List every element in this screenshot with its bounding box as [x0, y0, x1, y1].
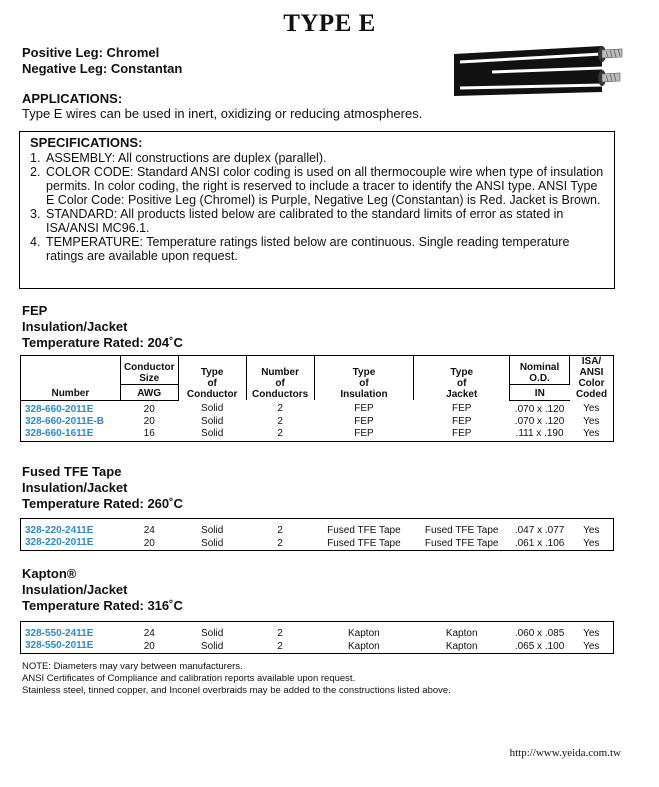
table-row: 328-220-2411E 24 Solid 2 Fused TFE Tape Fused TFE Tape .047 x .077 Yes [21, 519, 614, 538]
note-line: Stainless steel, tinned copper, and Inconel overbraids may be added to the constructions listed above. [22, 685, 451, 696]
applications-text: Type E wires can be used in inert, oxidizing or reducing atmospheres. [22, 106, 423, 121]
table-row: 328-550-2011E 20 Solid 2 Kapton Kapton .065 x .100 Yes [21, 640, 614, 654]
leg-info [22, 45, 182, 77]
table-row: 328-550-2411E 24 Solid 2 Kapton Kapton .060 x .085 Yes [21, 622, 614, 641]
notes [22, 661, 451, 697]
specifications-heading: SPECIFICATIONS: [30, 135, 143, 150]
page-title: TYPE E [283, 10, 376, 37]
section-kapton-heading: Kapton® Insulation/Jacket Temperature Rated: 316˚C [22, 566, 183, 613]
specifications-box [19, 131, 615, 289]
fep-table: Conductor Size Type of Conductor Number of Conductors Type of Insulation Type of Jacket Nominal O.D. ISA/ ANSI Color Coded Number AWG IN 328-660-2011E 20 Solid 2 FEP FEP .070 x .120 Yes 328-660-2011E-B 20 Solid 2 FEP FEP .070 x .120 Yes 328-660-1611E 16 Solid 2 FEP FEP .111 x .190 Yes [20, 355, 614, 442]
section-tfe-heading: Fused TFE Tape Insulation/Jacket Temperature Rated: 260˚C [22, 464, 183, 511]
spec-item: 4. TEMPERATURE: Temperature ratings listed below are continuous. Single reading temperature ratings are available upon request. [30, 235, 570, 263]
note-line: NOTE: Diameters may vary between manufacturers. [22, 661, 243, 672]
section-fep-heading: FEP Insulation/Jacket Temperature Rated: 204˚C [22, 303, 183, 350]
applications [22, 91, 422, 121]
tfe-table [20, 518, 614, 551]
positive-leg: Positive Leg: Chromel [22, 45, 160, 60]
table-row: 328-660-2011E-B 20 Solid 2 FEP FEP .070 x .120 Yes [21, 416, 614, 428]
spec-item: 3. STANDARD: All products listed below are calibrated to the standard limits of error as stated in ISA/ANSI MC96.1. [30, 207, 564, 235]
spec-item: 1. ASSEMBLY: All constructions are duplex (parallel). [30, 151, 327, 165]
website-url: http://www.yeida.com.tw [509, 747, 621, 759]
applications-heading: APPLICATIONS: [22, 91, 123, 106]
specifications-list [30, 151, 604, 263]
negative-leg: Negative Leg: Constantan [22, 61, 183, 76]
note-line: ANSI Certificates of Compliance and calibration reports available upon request. [22, 673, 356, 684]
spec-item: 2. COLOR CODE: Standard ANSI color coding is used on all thermocouple wire when type of insulation permits. In color coding, the right is reserved to include a tracer to identify the ANSI type. ANSI Type E Color Code: Positive Leg (Chromel) is Purple, Negative Leg (Constantan) is Red. Jacket is Brown. [30, 165, 604, 207]
table-row: 328-220-2011E 20 Solid 2 Fused TFE Tape Fused TFE Tape .061 x .106 Yes [21, 537, 614, 551]
table-header: Conductor Size Type of Conductor Number of Conductors Type of Insulation Type of Jacket Nominal O.D. ISA/ ANSI Color Coded [21, 356, 614, 385]
table-row: 328-660-1611E 16 Solid 2 FEP FEP .111 x .190 Yes [21, 428, 614, 442]
table-row: 328-660-2011E 20 Solid 2 FEP FEP .070 x .120 Yes [21, 400, 614, 416]
kapton-table [20, 621, 614, 654]
duplex-wire-illustration [452, 40, 627, 100]
